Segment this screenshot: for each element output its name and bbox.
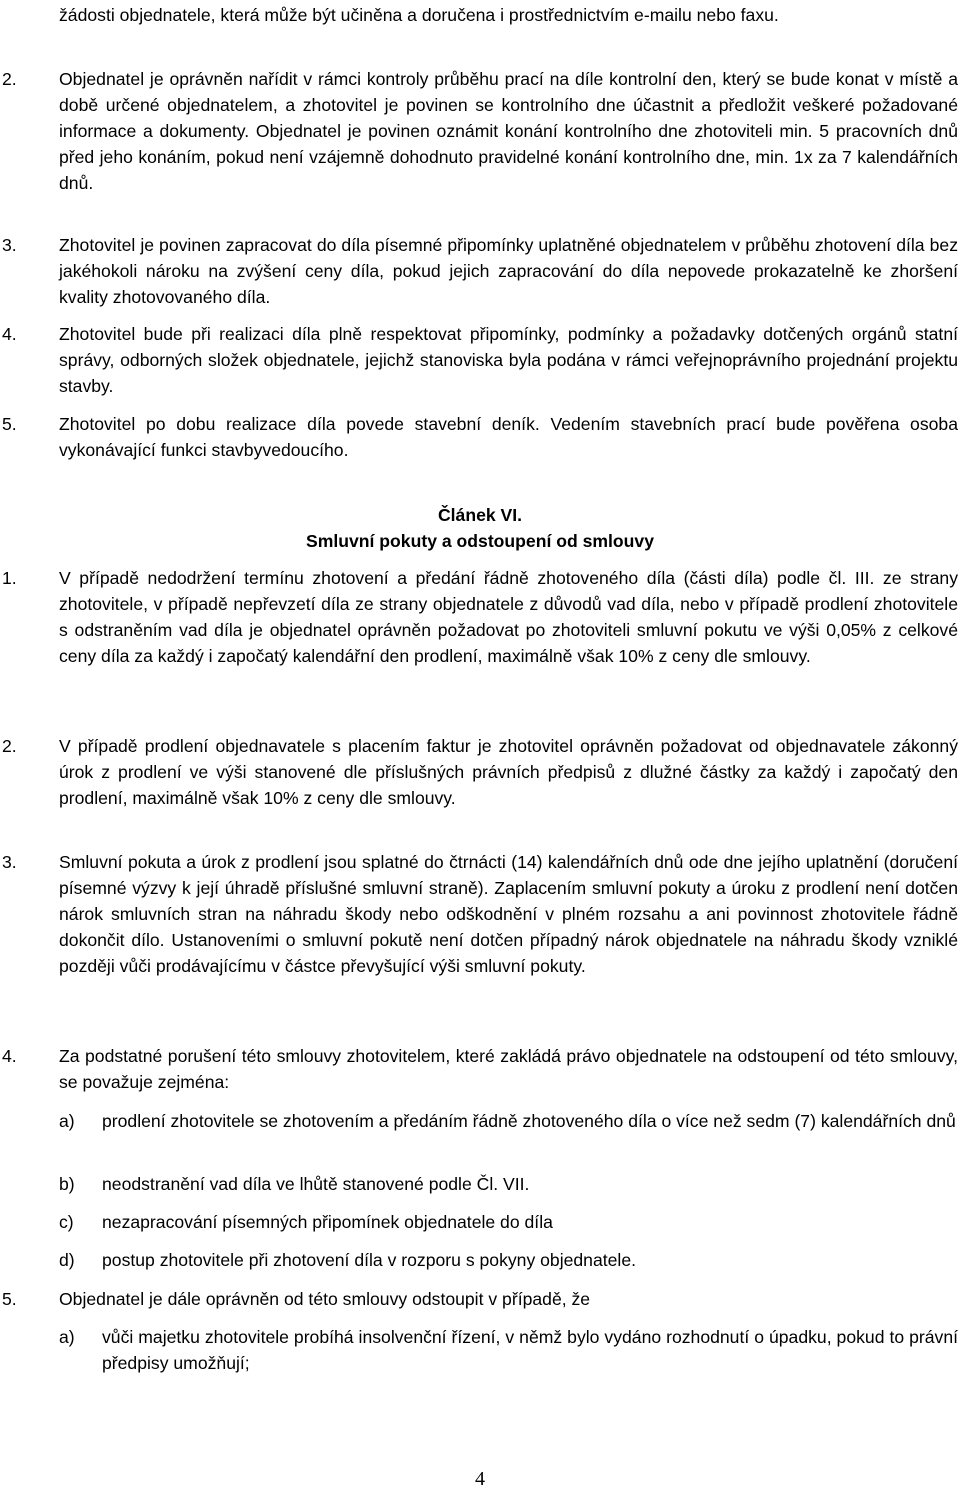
numbered-item — [0, 849, 960, 979]
article-title: Článek VI. — [437, 505, 523, 525]
section-vi-item-5 — [0, 1286, 960, 1312]
item-letter: a) — [59, 1327, 75, 1347]
item-letter: d) — [59, 1250, 75, 1270]
numbered-item — [0, 565, 960, 669]
item-text: nezapracování písemných připomínek objednatele do díla — [102, 1212, 553, 1232]
continuation-text: žádosti objednatele, která může být učiněna a doručena i prostřednictvím e-mailu nebo faxu. — [59, 5, 779, 25]
item-text: neodstranění vad díla ve lhůtě stanovené podle Čl. VII. — [102, 1174, 530, 1194]
subitem-a — [0, 1108, 960, 1134]
section-v-item-4 — [0, 321, 960, 399]
item-text: Za podstatné porušení této smlouvy zhotovitelem, které zakládá právo objednatele na odstoupení od této smlouvy, se považuje zejména: — [59, 1046, 958, 1092]
item-letter: a) — [59, 1111, 75, 1131]
subitem-c — [0, 1209, 960, 1235]
section-v-item-2 — [0, 66, 960, 196]
section-vi-item-4 — [0, 1043, 960, 1095]
item-number: 1. — [2, 568, 17, 588]
item-number: 3. — [2, 235, 17, 255]
item-text: Zhotovitel bude při realizaci díla plně respektovat připomínky, podmínky a požadavky dotčených orgánů statní správy, odborných složek objednatele, jejichž stanoviska byla podána v rámci veřejnoprávního projednání projektu stavby. — [59, 324, 958, 396]
item-number: 2. — [2, 736, 17, 756]
item-letter: b) — [59, 1174, 75, 1194]
subitem-b — [0, 1171, 960, 1197]
section-v-item-3 — [0, 232, 960, 310]
item-number: 4. — [2, 1046, 17, 1066]
item-text: vůči majetku zhotovitele probíhá insolvenční řízení, v němž bylo vydáno rozhodnutí o úpadku, pokud to právní předpisy umožňují; — [102, 1327, 958, 1373]
section-vi-item-3 — [0, 849, 960, 979]
item-text: Zhotovitel je povinen zapracovat do díla písemné připomínky uplatněné objednatelem v průběhu zhotovení díla bez jakéhokoli nároku na zvýšení ceny díla, pokud jejich zapracování do díla nepovede prokazatelně ke zhoršení kvality zhotovovaného díla. — [59, 235, 958, 307]
lettered-item — [0, 1247, 960, 1273]
numbered-item — [0, 733, 960, 811]
lettered-item — [0, 1324, 960, 1376]
item-text: Objednatel je oprávněn nařídit v rámci kontroly průběhu prací na díle kontrolní den, který se bude konat v místě a době určené objednatelem, a zhotovitel je povinen se kontrolního dne účastnit a předložit veškeré požadované informace a dokumenty. Objednatel je povinen oznámit konání kontrolního dne zhotoviteli min. 5 pracovních dnů před jeho konáním, pokud není vzájemně dohodnuto pravidelné konání kontrolního dne, min. 1x za 7 kalendářních dnů. — [59, 69, 958, 193]
numbered-item — [0, 321, 960, 399]
item-letter: c) — [59, 1212, 74, 1232]
section-vi-item-1 — [0, 565, 960, 669]
numbered-item — [0, 232, 960, 310]
lettered-item — [0, 1171, 960, 1197]
numbered-item — [0, 66, 960, 196]
item-text: Objednatel je dále oprávněn od této smlouvy odstoupit v případě, že — [59, 1289, 591, 1309]
continuation-paragraph — [0, 2, 960, 28]
item-text: postup zhotovitele při zhotovení díla v rozporu s pokyny objednatele. — [102, 1250, 637, 1270]
item-text: Smluvní pokuta a úrok z prodlení jsou splatné do čtrnácti (14) kalendářních dnů ode dne jejího uplatnění (doručení písemné výzvy k její úhradě příslušné smluvní straně). Zaplacením smluvní pokuty a úroku z prodlení není dotčen nárok smluvních stran na náhradu škody nebo odškodnění v plném rozsahu a ani povinnost zhotovitele řádně dokončit dílo. Ustanoveními o smluvní pokutě není dotčen případný nárok objednatele na náhradu škody vzniklé později vůči prodávajícímu v částce převyšující výši smluvní pokuty. — [59, 852, 958, 976]
item-text: V případě prodlení objednavatele s placením faktur je zhotovitel oprávněn požadovat od objednavatele zákonný úrok z prodlení ve výši stanovené dle příslušných právních předpisů z dlužné částky za každý i započatý den prodlení, maximálně však 10% z ceny dle smlouvy. — [59, 736, 958, 808]
page-number: 4 — [475, 1468, 485, 1490]
article-subtitle: Smluvní pokuty a odstoupení od smlouvy — [305, 531, 654, 551]
section-v-item-5 — [0, 411, 960, 463]
item-text: Zhotovitel po dobu realizace díla povede stavební deník. Vedením stavebních prací bude pověřena osoba vykonávající funkci stavbyvedoucího. — [59, 414, 958, 460]
item-number: 5. — [2, 414, 17, 434]
item5-subitem-a — [0, 1324, 960, 1376]
item-number: 5. — [2, 1289, 17, 1309]
numbered-item — [0, 1286, 960, 1312]
intro-block — [0, 2, 960, 28]
item-text: prodlení zhotovitele se zhotovením a předáním řádně zhotoveného díla o více než sedm (7) kalendářních dnů — [102, 1111, 956, 1131]
item-number: 4. — [2, 324, 17, 344]
item-text: V případě nedodržení termínu zhotovení a předání řádně zhotoveného díla (části díla) podle čl. III. ze strany zhotovitele, v případě nepřevzetí díla ze strany objednatele z důvodů vad díla, nebo v případě prodlení zhotovitele s odstraněním vad díla je objednatel oprávněn požadovat po zhotoviteli smluvní pokutu ve výši 0,05% z celkové ceny díla za každý i započatý kalendářní den prodlení, maximálně však 10% z ceny dle smlouvy. — [59, 568, 958, 666]
section-vi-item-2 — [0, 733, 960, 811]
lettered-item — [0, 1209, 960, 1235]
item-number: 3. — [2, 852, 17, 872]
subitem-d — [0, 1247, 960, 1273]
item-number: 2. — [2, 69, 17, 89]
numbered-item — [0, 411, 960, 463]
numbered-item — [0, 1043, 960, 1095]
lettered-item — [0, 1108, 960, 1134]
